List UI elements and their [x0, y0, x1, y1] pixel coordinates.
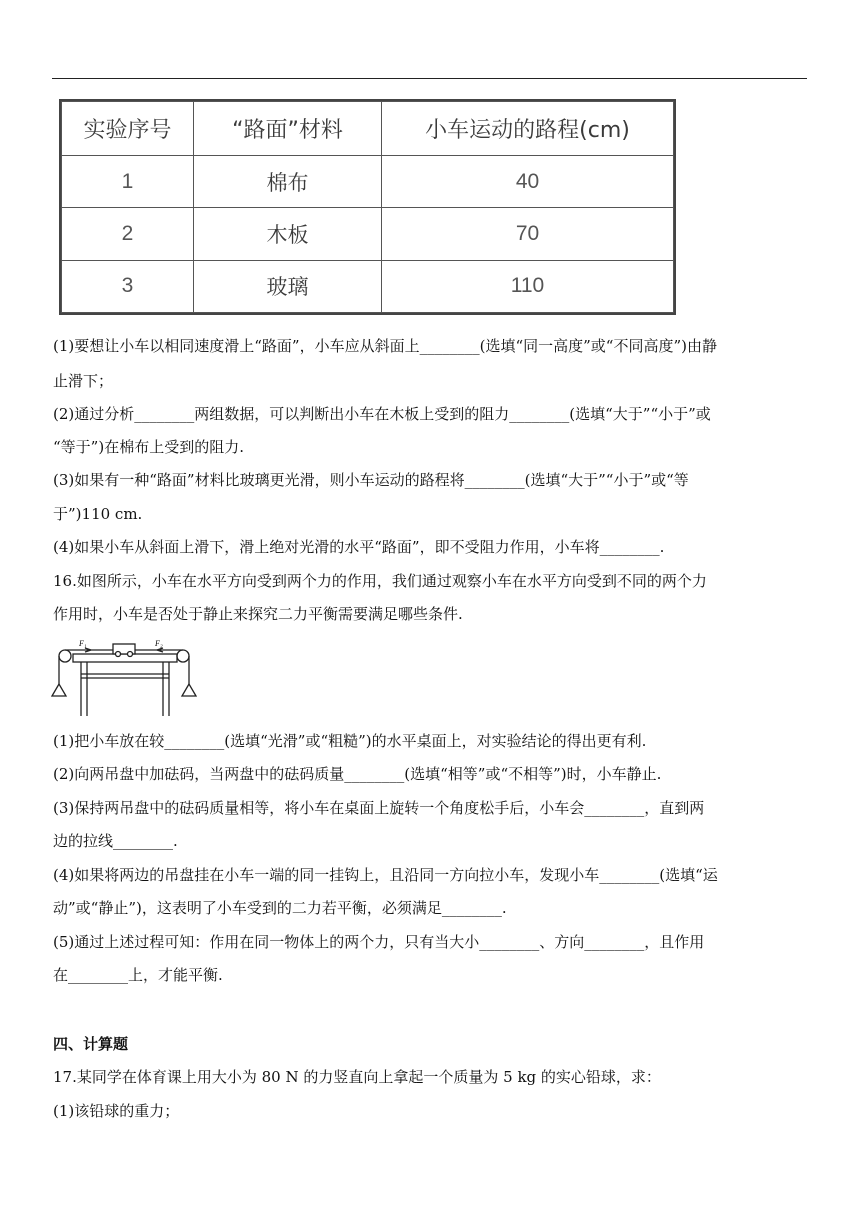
question-line: (2)向两吊盘中加砝码，当两盘中的砝码质量________(选填“相等”或“不相等”)时，小车静止. — [53, 765, 662, 783]
data-table — [59, 99, 676, 315]
table-cell: 70 — [382, 208, 674, 260]
question-line: (5)通过上述过程可知：作用在同一物体上的两个力，只有当大小________、方向________，且作用 — [53, 933, 705, 951]
experiment-figure — [51, 636, 197, 720]
table-cell: 玻璃 — [194, 260, 382, 312]
table-cell: 木板 — [194, 208, 382, 260]
table-cell: 2 — [62, 208, 194, 260]
question-line: 于”)110 cm. — [53, 505, 143, 523]
table-cell: 棉布 — [194, 155, 382, 207]
question-line: 16.如图所示，小车在水平方向受到两个力的作用，我们通过观察小车在水平方向受到不同的两个力 — [53, 572, 707, 590]
question-line: (1)要想让小车以相同速度滑上“路面”，小车应从斜面上________(选填“同一高度”或“不同高度”)由静 — [53, 337, 717, 355]
table-header-cell: 小车运动的路程(cm) — [382, 102, 674, 156]
table-row — [62, 260, 674, 312]
question-line: (1)该铅球的重力； — [53, 1102, 180, 1120]
question-line: 作用时，小车是否处于静止来探究二力平衡需要满足哪些条件. — [53, 605, 463, 623]
table-header-cell: “路面”材料 — [194, 102, 382, 156]
f2-label: F₂ — [155, 639, 163, 648]
table-header-cell: 实验序号 — [62, 102, 194, 156]
question-line: (2)通过分析________两组数据，可以判断出小车在木板上受到的阻力________(选填“大于”“小于”或 — [53, 405, 711, 423]
question-line: (4)如果将两边的吊盘挂在小车一端的同一挂钩上，且沿同一方向拉小车，发现小车________(选填“运 — [53, 866, 718, 884]
question-line: (1)把小车放在较________(选填“光滑”或“粗糙”)的水平桌面上，对实验结论的得出更有利. — [53, 732, 647, 750]
question-line: “等于”)在棉布上受到的阻力. — [53, 438, 244, 456]
table-row — [62, 155, 674, 207]
table-header-row — [62, 102, 674, 156]
f1-label: F₁ — [79, 639, 87, 648]
question-line: 动”或“静止”)，这表明了小车受到的二力若平衡，必须满足________. — [53, 899, 507, 917]
table-cell: 3 — [62, 260, 194, 312]
question-line: 止滑下； — [53, 372, 114, 390]
question-line: (3)如果有一种“路面”材料比玻璃更光滑，则小车运动的路程将________(选填“大于”“小于”或“等 — [53, 471, 689, 489]
question-line: (3)保持两吊盘中的砝码质量相等，将小车在桌面上旋转一个角度松手后，小车会________，直到两 — [53, 799, 705, 817]
table-cell: 40 — [382, 155, 674, 207]
table-cell: 110 — [382, 260, 674, 312]
section-heading: 四、计算题 — [53, 1035, 129, 1053]
table-row — [62, 208, 674, 260]
header-rule — [52, 78, 807, 79]
table-cell: 1 — [62, 155, 194, 207]
question-line: 在________上，才能平衡. — [53, 966, 223, 984]
question-line: 边的拉线________. — [53, 832, 178, 850]
question-line: 17.某同学在体育课上用大小为 80 N 的力竖直向上拿起一个质量为 5 kg 的实心铅球，求： — [53, 1068, 661, 1086]
question-line: (4)如果小车从斜面上滑下，滑上绝对光滑的水平“路面”，即不受阻力作用，小车将________. — [53, 538, 665, 556]
